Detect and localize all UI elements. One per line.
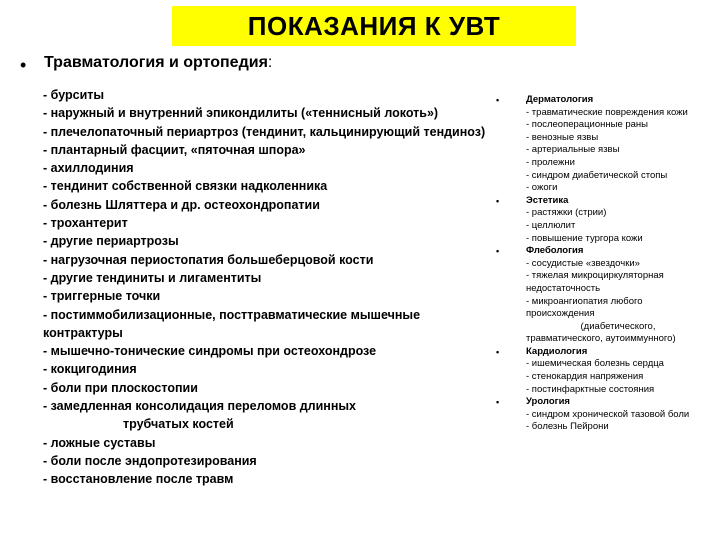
list-item: травматического, аутоиммунного) bbox=[526, 333, 676, 345]
list-item: - плантарный фасциит, «пяточная шпора» bbox=[43, 142, 306, 157]
section-bullet: • bbox=[20, 55, 27, 75]
list-item: - мышечно-тонические синдромы при остеохондрозе bbox=[43, 344, 377, 359]
list-item: - замедленная консолидация переломов длинных bbox=[43, 399, 357, 414]
bullet: • bbox=[496, 246, 500, 257]
list-item: - трохантерит bbox=[43, 216, 128, 231]
group-heading-cardiology: • Кардиология bbox=[496, 345, 588, 357]
list-item: - другие тендиниты и лигаментиты bbox=[43, 270, 262, 285]
bullet: • bbox=[496, 95, 500, 105]
list-item: - триггерные точки bbox=[43, 289, 161, 304]
section-heading-text: Травматология и ортопедия bbox=[44, 54, 268, 71]
list-item: - повышение тургора кожи bbox=[526, 232, 643, 244]
group-heading-dermatology: • Дерматология bbox=[496, 94, 594, 105]
list-item: - артериальные язвы bbox=[526, 144, 620, 156]
list-item: - боли при плоскостопии bbox=[43, 380, 198, 395]
list-item: трубчатых костей bbox=[123, 417, 234, 432]
bullet: • bbox=[496, 195, 500, 206]
list-item: - постиммобилизационные, посттравматические мышечные контрактуры bbox=[43, 307, 421, 340]
list-item: - боли после эндопротезирования bbox=[43, 453, 257, 468]
slide-title: ПОКАЗАНИЯ К УВТ bbox=[247, 10, 501, 41]
group-heading-phlebology: • Флебология bbox=[496, 245, 584, 257]
list-item: - бурситы bbox=[43, 88, 105, 102]
bullet: • bbox=[496, 346, 500, 357]
list-item: - послеоперационные раны bbox=[526, 119, 649, 131]
list-item: - болезнь Пейрони bbox=[526, 421, 609, 433]
list-item: - растяжки (стрии) bbox=[526, 207, 607, 219]
list-item: - ишемическая болезнь сердца bbox=[526, 358, 664, 370]
list-item: - пролежни bbox=[526, 156, 575, 168]
list-item: (диабетического, bbox=[580, 320, 656, 332]
list-item: - ожоги bbox=[526, 182, 558, 194]
group-heading-urology: • Урология bbox=[496, 396, 570, 408]
bullet: • bbox=[496, 397, 500, 408]
orthopedics-list bbox=[43, 86, 488, 489]
group-heading-aesthetics: • Эстетика bbox=[496, 194, 569, 206]
list-item: - другие периартрозы bbox=[43, 234, 179, 249]
list-item: - тяжелая микроциркуляторная недостаточность bbox=[526, 270, 664, 294]
list-item: - синдром диабетической стопы bbox=[526, 169, 668, 181]
list-item: - стенокардия напряжения bbox=[526, 371, 644, 383]
list-item: - восстановление после травм bbox=[43, 472, 234, 487]
section-heading-colon: : bbox=[267, 54, 273, 71]
list-item: - ложные суставы bbox=[43, 435, 156, 450]
other-specialties-list bbox=[496, 94, 710, 434]
list-item: - целлюлит bbox=[526, 219, 576, 231]
list-item: - синдром хронической тазовой боли bbox=[526, 408, 690, 420]
list-item: - травматические повреждения кожи bbox=[526, 106, 688, 118]
list-item: - постинфарктные состояния bbox=[526, 383, 655, 395]
list-item: - наружный и внутренний эпикондилиты («теннисный локоть») bbox=[43, 106, 439, 121]
list-item: - микроангиопатия любого происхождения bbox=[526, 295, 643, 320]
list-item: - болезнь Шляттера и др. остеохондропатии bbox=[43, 197, 320, 212]
list-item: - нагрузочная периостопатия большеберцовой кости bbox=[43, 252, 374, 267]
list-item: - сосудистые «звездочки» bbox=[526, 257, 640, 269]
list-item: - кокцигодиния bbox=[43, 362, 137, 377]
list-item: - плечелопаточный периартроз (тендинит, кальцинирующий тендиноз) bbox=[43, 124, 486, 139]
list-item: - венозные язвы bbox=[526, 131, 599, 143]
section-heading bbox=[44, 54, 272, 72]
list-item: - тендинит собственной связки надколенника bbox=[43, 179, 328, 194]
list-item: - ахиллодиния bbox=[43, 161, 134, 176]
title-banner bbox=[172, 6, 576, 46]
